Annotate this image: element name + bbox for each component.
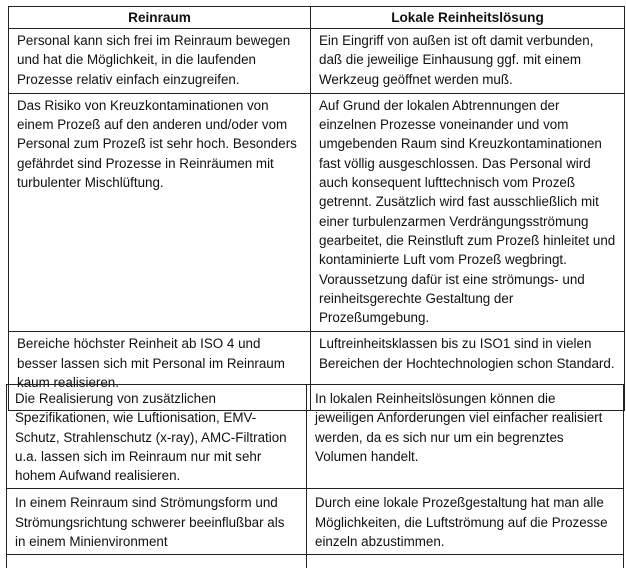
- comparison-table-top: [8, 6, 625, 411]
- table-row: [7, 385, 624, 489]
- table-row: [9, 93, 625, 332]
- table-cell-reinraum: Die Realisierung von zusätzlichen Spezifikationen, wie Luftionisation, EMV-Schutz, Strahlenschutz (x-ray), AMC-Filtration u.a. lassen sich im Reinraum nur mit sehr hohem Aufwand realisieren.: [7, 385, 307, 489]
- table-header-row: [9, 7, 625, 29]
- table-cell-lokal: Luftreinheitsklassen bis zu ISO1 sind in vielen Bereichen der Hochtechnologien schon Standard.: [311, 332, 625, 411]
- table-row: [7, 489, 624, 555]
- table-cell-lokal: Auf Grund der lokalen Abtrennungen der einzelnen Prozesse voneinander und vom umgebenden Raum sind Kreuzkontaminationen fast völlig ausgeschlossen. Das Personal wird auch konsequent lufttechnisch vom Prozeß getrennt. Zusätzlich wird fast ausschließlich mit einer turbulenzarmen Verdrängungsströmung gearbeitet, die Reinstluft zum Prozeß hinleitet und kontaminierte Luft vom Prozeß wegbringt. Voraussetzung dafür ist eine strömungs- und reinheitsgerechte Gestaltung der Prozeßumgebung.: [311, 93, 625, 332]
- column-header-reinraum: Reinraum: [9, 7, 311, 29]
- table-cell-lokal: Ein Eingriff von außen ist oft damit verbunden, daß die jeweilige Einhausung ggf. mit einem Werkzeug geöffnet werden muß.: [311, 29, 625, 94]
- table-cell-reinraum: Das Risiko von Kreuzkontaminationen von einem Prozeß auf den anderen und/oder vom Personal zum Prozeß ist sehr hoch. Besonders gefährdet sind Prozesse in Reinräumen mit turbulenter Mischlüftung.: [9, 93, 311, 332]
- table-cell-reinraum: Bereiche höchster Reinheit ab ISO 4 und besser lassen sich mit Personal im Reinraum kaum realisieren.: [9, 332, 311, 411]
- table-cell-empty: [7, 555, 307, 568]
- column-header-lokale-reinheitsloesung: Lokale Reinheitslösung: [311, 7, 625, 29]
- table-cell-lokal: Durch eine lokale Prozeßgestaltung hat man alle Möglichkeiten, die Luftströmung auf die Prozesse einzeln abzustimmen.: [307, 489, 624, 555]
- table-row-cut-off: [7, 555, 624, 568]
- table-row: [9, 29, 625, 94]
- table-cell-empty: [307, 555, 624, 568]
- table-cell-lokal: In lokalen Reinheitslösungen können die jeweiligen Anforderungen viel einfacher realisiert werden, da es sich nur um ein begrenztes Volumen handelt.: [307, 385, 624, 489]
- comparison-table-bottom: [6, 384, 624, 568]
- table-cell-reinraum: In einem Reinraum sind Strömungsform und Strömungsrichtung schwerer beeinflußbar als in einem Minienvironment: [7, 489, 307, 555]
- table-cell-reinraum: Personal kann sich frei im Reinraum bewegen und hat die Möglichkeit, in die laufenden Prozesse relativ einfach einzugreifen.: [9, 29, 311, 94]
